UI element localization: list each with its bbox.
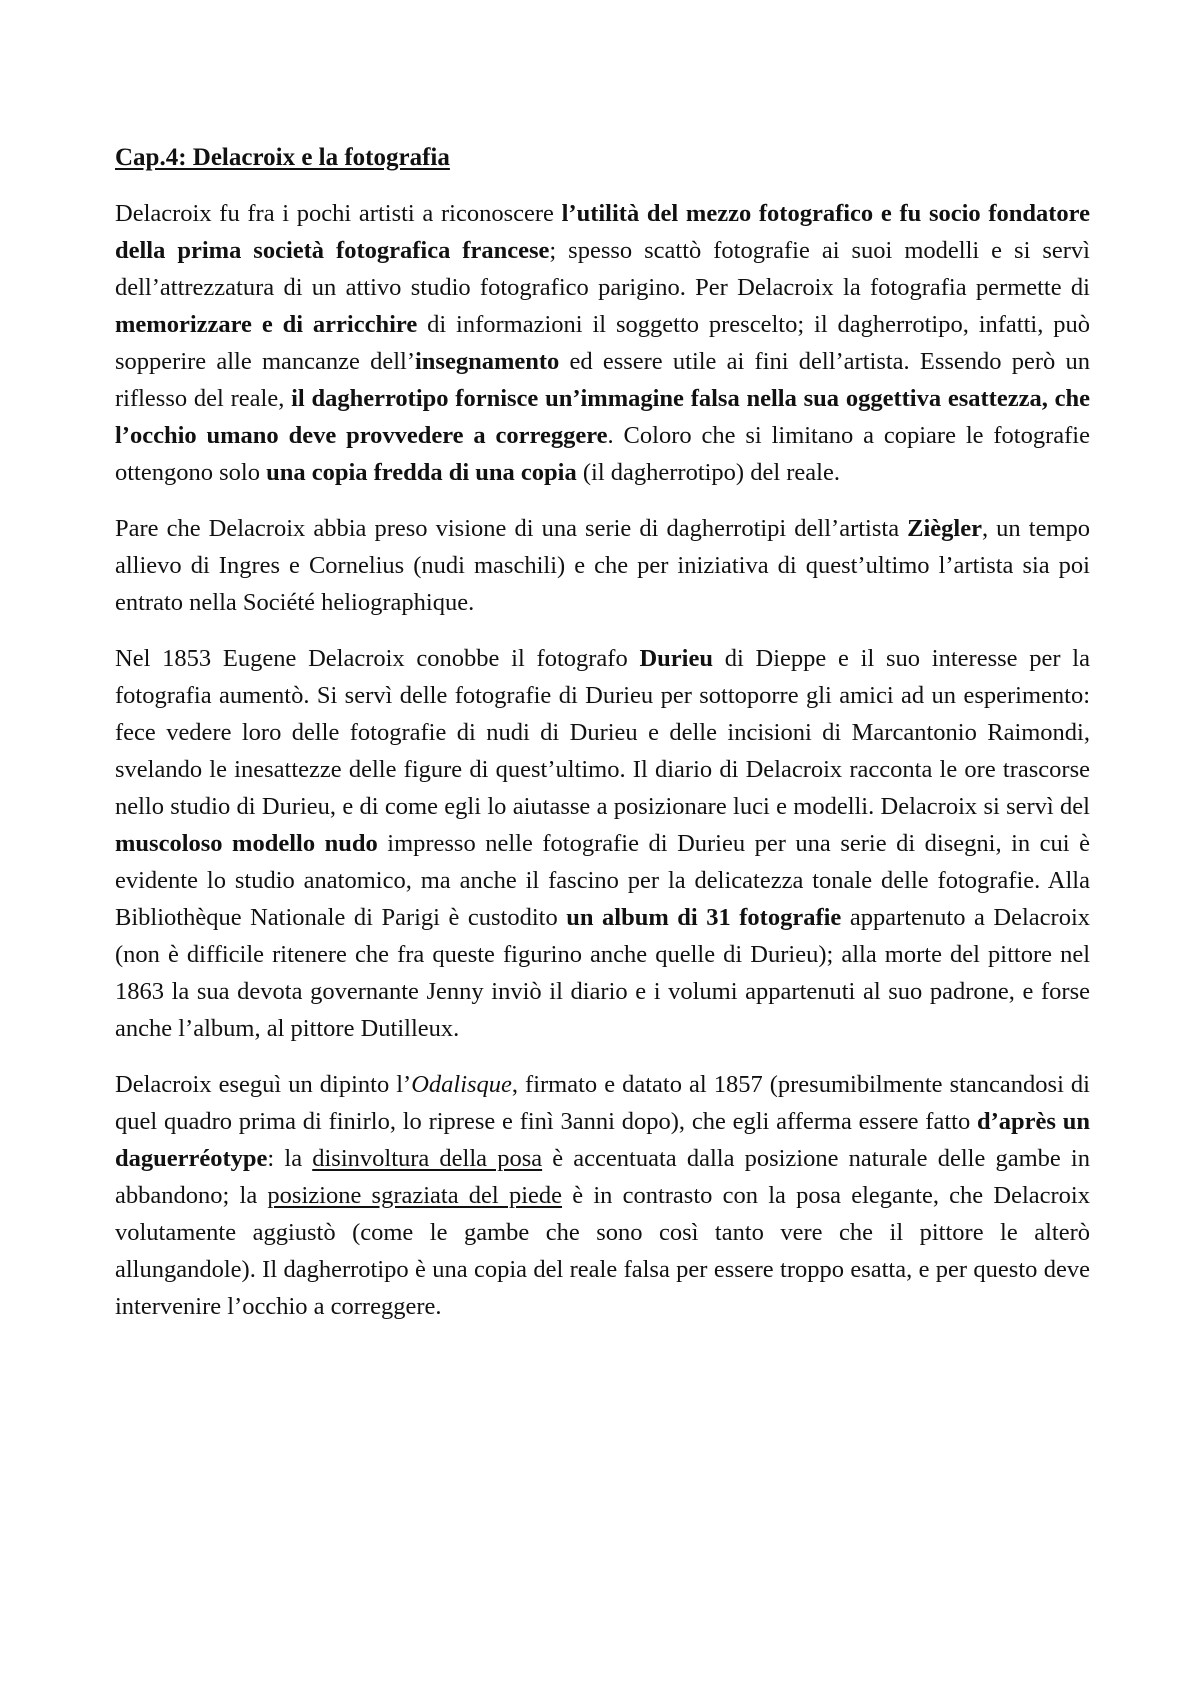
bold-text: Durieu (639, 644, 713, 672)
text-run: (il dagherrotipo) del reale. (576, 458, 840, 486)
bold-text: muscoloso modello nudo (115, 829, 378, 857)
text-run: impresso nelle fotografie di Durieu per una serie di disegni, in cui è evidente lo studio anatomico, ma anche il fascino per la delicatezza tonale delle fotografie. Alla Bibliothèque Nationale di Parigi è custodito (115, 829, 1090, 931)
paragraph-4 (115, 1066, 1090, 1325)
text-run: , un tempo allievo di Ingres e Cornelius (nudi maschili) e che per iniziativa di quest’ultimo l’artista sia poi entrato nella Société heliographique. (115, 514, 1090, 616)
bold-text: insegnamento (414, 347, 560, 375)
text-run: : la (267, 1144, 313, 1172)
text-run: appartenuto a Delacroix (non è difficile ritenere che fra queste figurino anche quelle di Durieu); alla morte del pittore nel 1863 la sua devota governante Jenny inviò il diario e i volumi appartenuti al suo padrone, e forse anche l’album, al pittore Dutilleux. (115, 903, 1091, 1042)
text-run: Delacroix fu fra i pochi artisti a riconoscere (115, 199, 562, 227)
paragraph-1 (115, 195, 1090, 491)
text-run: Nel 1853 Eugene Delacroix conobbe il fotografo (115, 644, 640, 672)
bold-text: una copia fredda di una copia (266, 458, 577, 486)
bold-text: d’après un daguerréotype (115, 1107, 1090, 1172)
text-run: è in contrasto con la posa elegante, che Delacroix volutamente aggiustò (come le gambe che sono così tanto vere che il pittore le alterò allungandole). Il dagherrotipo è una copia del reale falsa per essere troppo esatta, e per questo deve intervenire l’occhio a correggere. (115, 1181, 1090, 1320)
text-run: di informazioni il soggetto prescelto; il dagherrotipo, infatti, può sopperire alle mancanze dell’ (115, 310, 1090, 375)
paragraph-2 (115, 510, 1090, 621)
paragraph-3 (115, 640, 1090, 1047)
bold-text: Ziègler (907, 514, 982, 542)
italic-text: Odalisque (411, 1070, 512, 1098)
text-run: di Dieppe e il suo interesse per la fotografia aumentò. Si servì delle fotografie di Durieu per sottoporre gli amici ad un esperimento: fece vedere loro delle fotografie di nudi di Durieu e delle incisioni di Marcantonio Raimondi, svelando le inesattezze delle figure di quest’ultimo. Il diario di Delacroix racconta le ore trascorse nello studio di Durieu, e di come egli lo aiutasse a posizionare luci e modelli. Delacroix si servì del (115, 644, 1090, 820)
underlined-text: disinvoltura della posa (312, 1144, 543, 1172)
text-run: Pare che Delacroix abbia preso visione di una serie di dagherrotipi dell’artista (115, 514, 908, 542)
text-run: è accentuata dalla posizione naturale delle gambe in abbandono; la (115, 1144, 1090, 1209)
bold-text: il dagherrotipo fornisce un’immagine falsa nella sua oggettiva esattezza, che l’occhio umano deve provvedere a correggere (115, 384, 1090, 449)
text-run: ; spesso scattò fotografie ai suoi modelli e si servì dell’attrezzatura di un attivo studio fotografico parigino. Per Delacroix la fotografia permette di (115, 236, 1090, 301)
bold-text: memorizzare e di arricchire (115, 310, 418, 338)
bold-text: l’utilità del mezzo fotografico e fu socio fondatore della prima società fotografica francese (115, 199, 1090, 264)
text-run: . Coloro che si limitano a copiare le fotografie ottengono solo (115, 421, 1090, 486)
text-run: , firmato e datato al 1857 (presumibilmente stancandosi di quel quadro prima di finirlo, lo riprese e finì 3anni dopo), che egli afferma essere fatto (115, 1070, 1090, 1135)
text-run: ed essere utile ai fini dell’artista. Essendo però un riflesso del reale, (115, 347, 1090, 412)
underlined-text: posizione sgraziata del piede (267, 1181, 563, 1209)
chapter-title: Cap.4: Delacroix e la fotografia (115, 144, 450, 171)
bold-text: un album di 31 fotografie (566, 903, 842, 931)
text-run: Delacroix eseguì un dipinto l’ (115, 1070, 412, 1098)
